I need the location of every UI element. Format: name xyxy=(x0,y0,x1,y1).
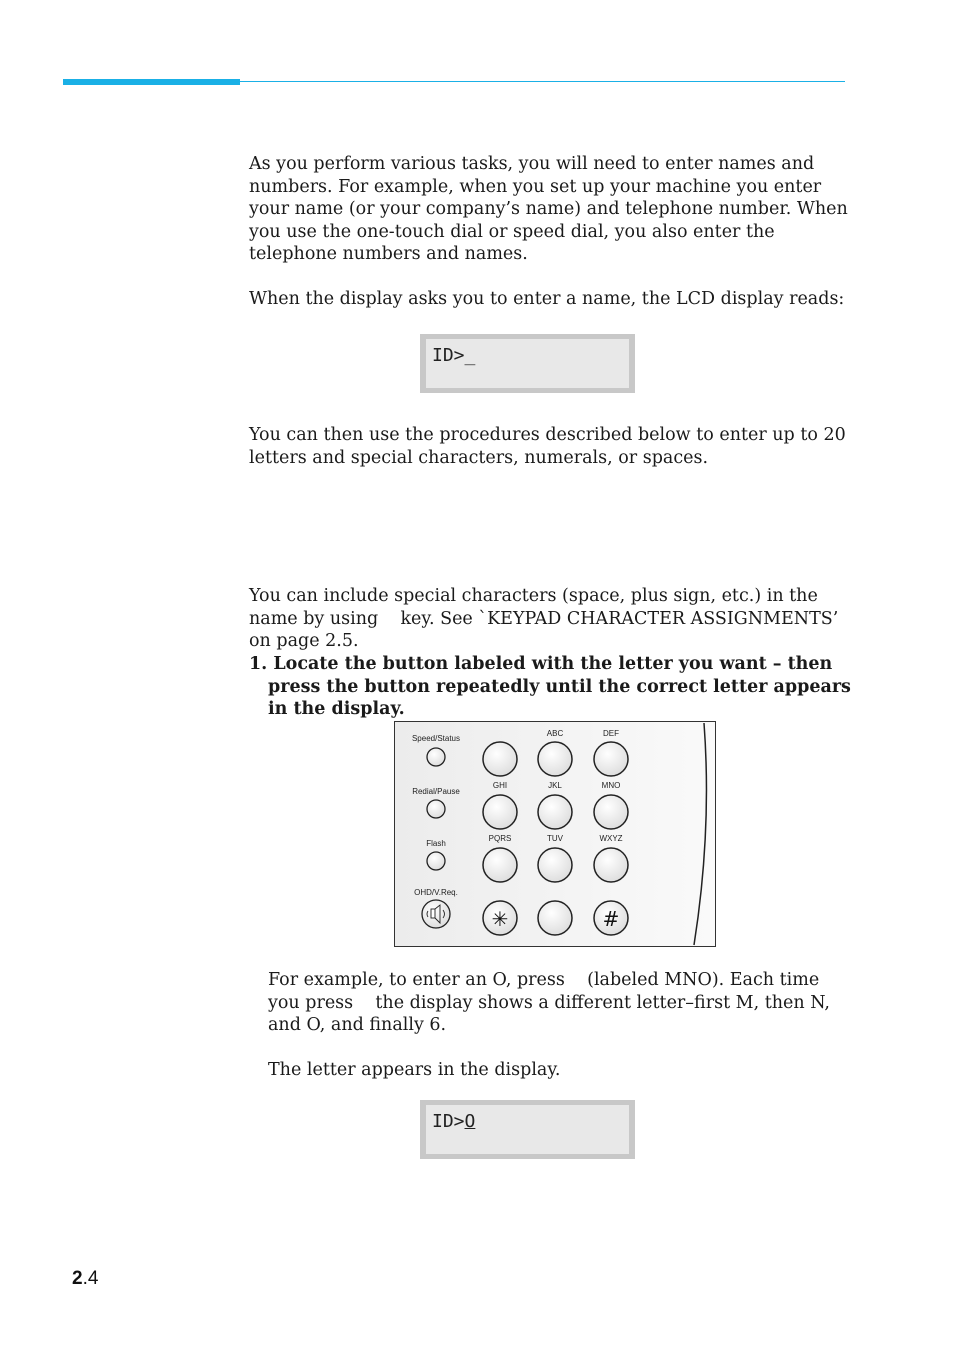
key-2-abc-button[interactable] xyxy=(538,742,572,776)
lcd-text xyxy=(432,345,475,366)
label-redial-pause: Redial/Pause xyxy=(412,787,460,796)
display-prompt-paragraph: When the display asks you to enter a name, the LCD display reads: xyxy=(249,289,845,309)
redial-pause-button[interactable] xyxy=(427,800,445,818)
label-flash: Flash xyxy=(426,839,446,848)
header-rule-accent xyxy=(63,79,240,85)
label-pqrs: PQRS xyxy=(488,834,512,843)
letter-appears-paragraph: The letter appears in the display. xyxy=(268,1060,561,1080)
lcd-prefix: ID> xyxy=(432,1111,465,1132)
lcd-text xyxy=(432,1111,475,1132)
label-tuv: TUV xyxy=(547,834,563,843)
lcd-letter: O xyxy=(464,1111,476,1132)
label-ghi: GHI xyxy=(492,781,508,790)
page-number xyxy=(72,1268,98,1290)
key-7-pqrs-button[interactable] xyxy=(483,848,517,882)
lcd-prefix: ID> xyxy=(432,345,465,366)
special-chars-paragraph: You can include special characters (space, plus sign, etc.) in the name by using key. See `KEYPAD CHARACTER ASSIGNMENTS’ on page 2.5. xyxy=(249,586,839,652)
star-icon: ✳ xyxy=(491,907,509,931)
page-chapter: 2 xyxy=(72,1268,83,1289)
key-4-ghi-button[interactable] xyxy=(483,795,517,829)
hash-icon: # xyxy=(602,907,620,931)
key-3-def-button[interactable] xyxy=(594,742,628,776)
header-rule xyxy=(240,81,845,82)
procedures-paragraph: You can then use the procedures described below to enter up to 20 letters and special characters, numerals, or spaces. xyxy=(249,425,846,468)
ohd-vreq-button[interactable] xyxy=(422,900,450,928)
key-9-wxyz-button[interactable] xyxy=(594,848,628,882)
label-speed-status: Speed/Status xyxy=(411,734,461,743)
label-jkl: JKL xyxy=(548,781,562,790)
label-def: DEF xyxy=(603,729,619,738)
label-wxyz: WXYZ xyxy=(599,834,623,843)
flash-button[interactable] xyxy=(427,852,445,870)
key-1-button[interactable] xyxy=(483,742,517,776)
key-8-tuv-button[interactable] xyxy=(538,848,572,882)
key-0-button[interactable] xyxy=(538,901,572,935)
speed-status-button[interactable] xyxy=(427,748,445,766)
lcd-display-empty xyxy=(420,334,635,393)
intro-paragraph: As you perform various tasks, you will need to enter names and numbers. For example, when you set up your machine you enter your name (or your company’s name) and telephone number. When you use the one-touch dial or speed dial, you also enter the telephone numbers and names. xyxy=(249,154,848,265)
label-abc: ABC xyxy=(546,729,564,738)
label-ohd-vreq: OHD/V.Req. xyxy=(414,888,458,897)
page-index: .4 xyxy=(82,1268,99,1289)
example-paragraph: For example, to enter an O, press (labeled MNO). Each time you press the display shows a different letter–first M, then N, and O, and finally 6. xyxy=(268,970,830,1036)
lcd-display-letter xyxy=(420,1100,635,1159)
key-5-jkl-button[interactable] xyxy=(538,795,572,829)
step-1: 1. Locate the button labeled with the letter you want – then press the button repeatedly until the correct letter appears in the display. xyxy=(249,654,851,720)
keypad-illustration xyxy=(394,721,716,947)
label-mno: MNO xyxy=(601,781,621,790)
lcd-cursor: _ xyxy=(464,345,476,366)
key-6-mno-button[interactable] xyxy=(594,795,628,829)
